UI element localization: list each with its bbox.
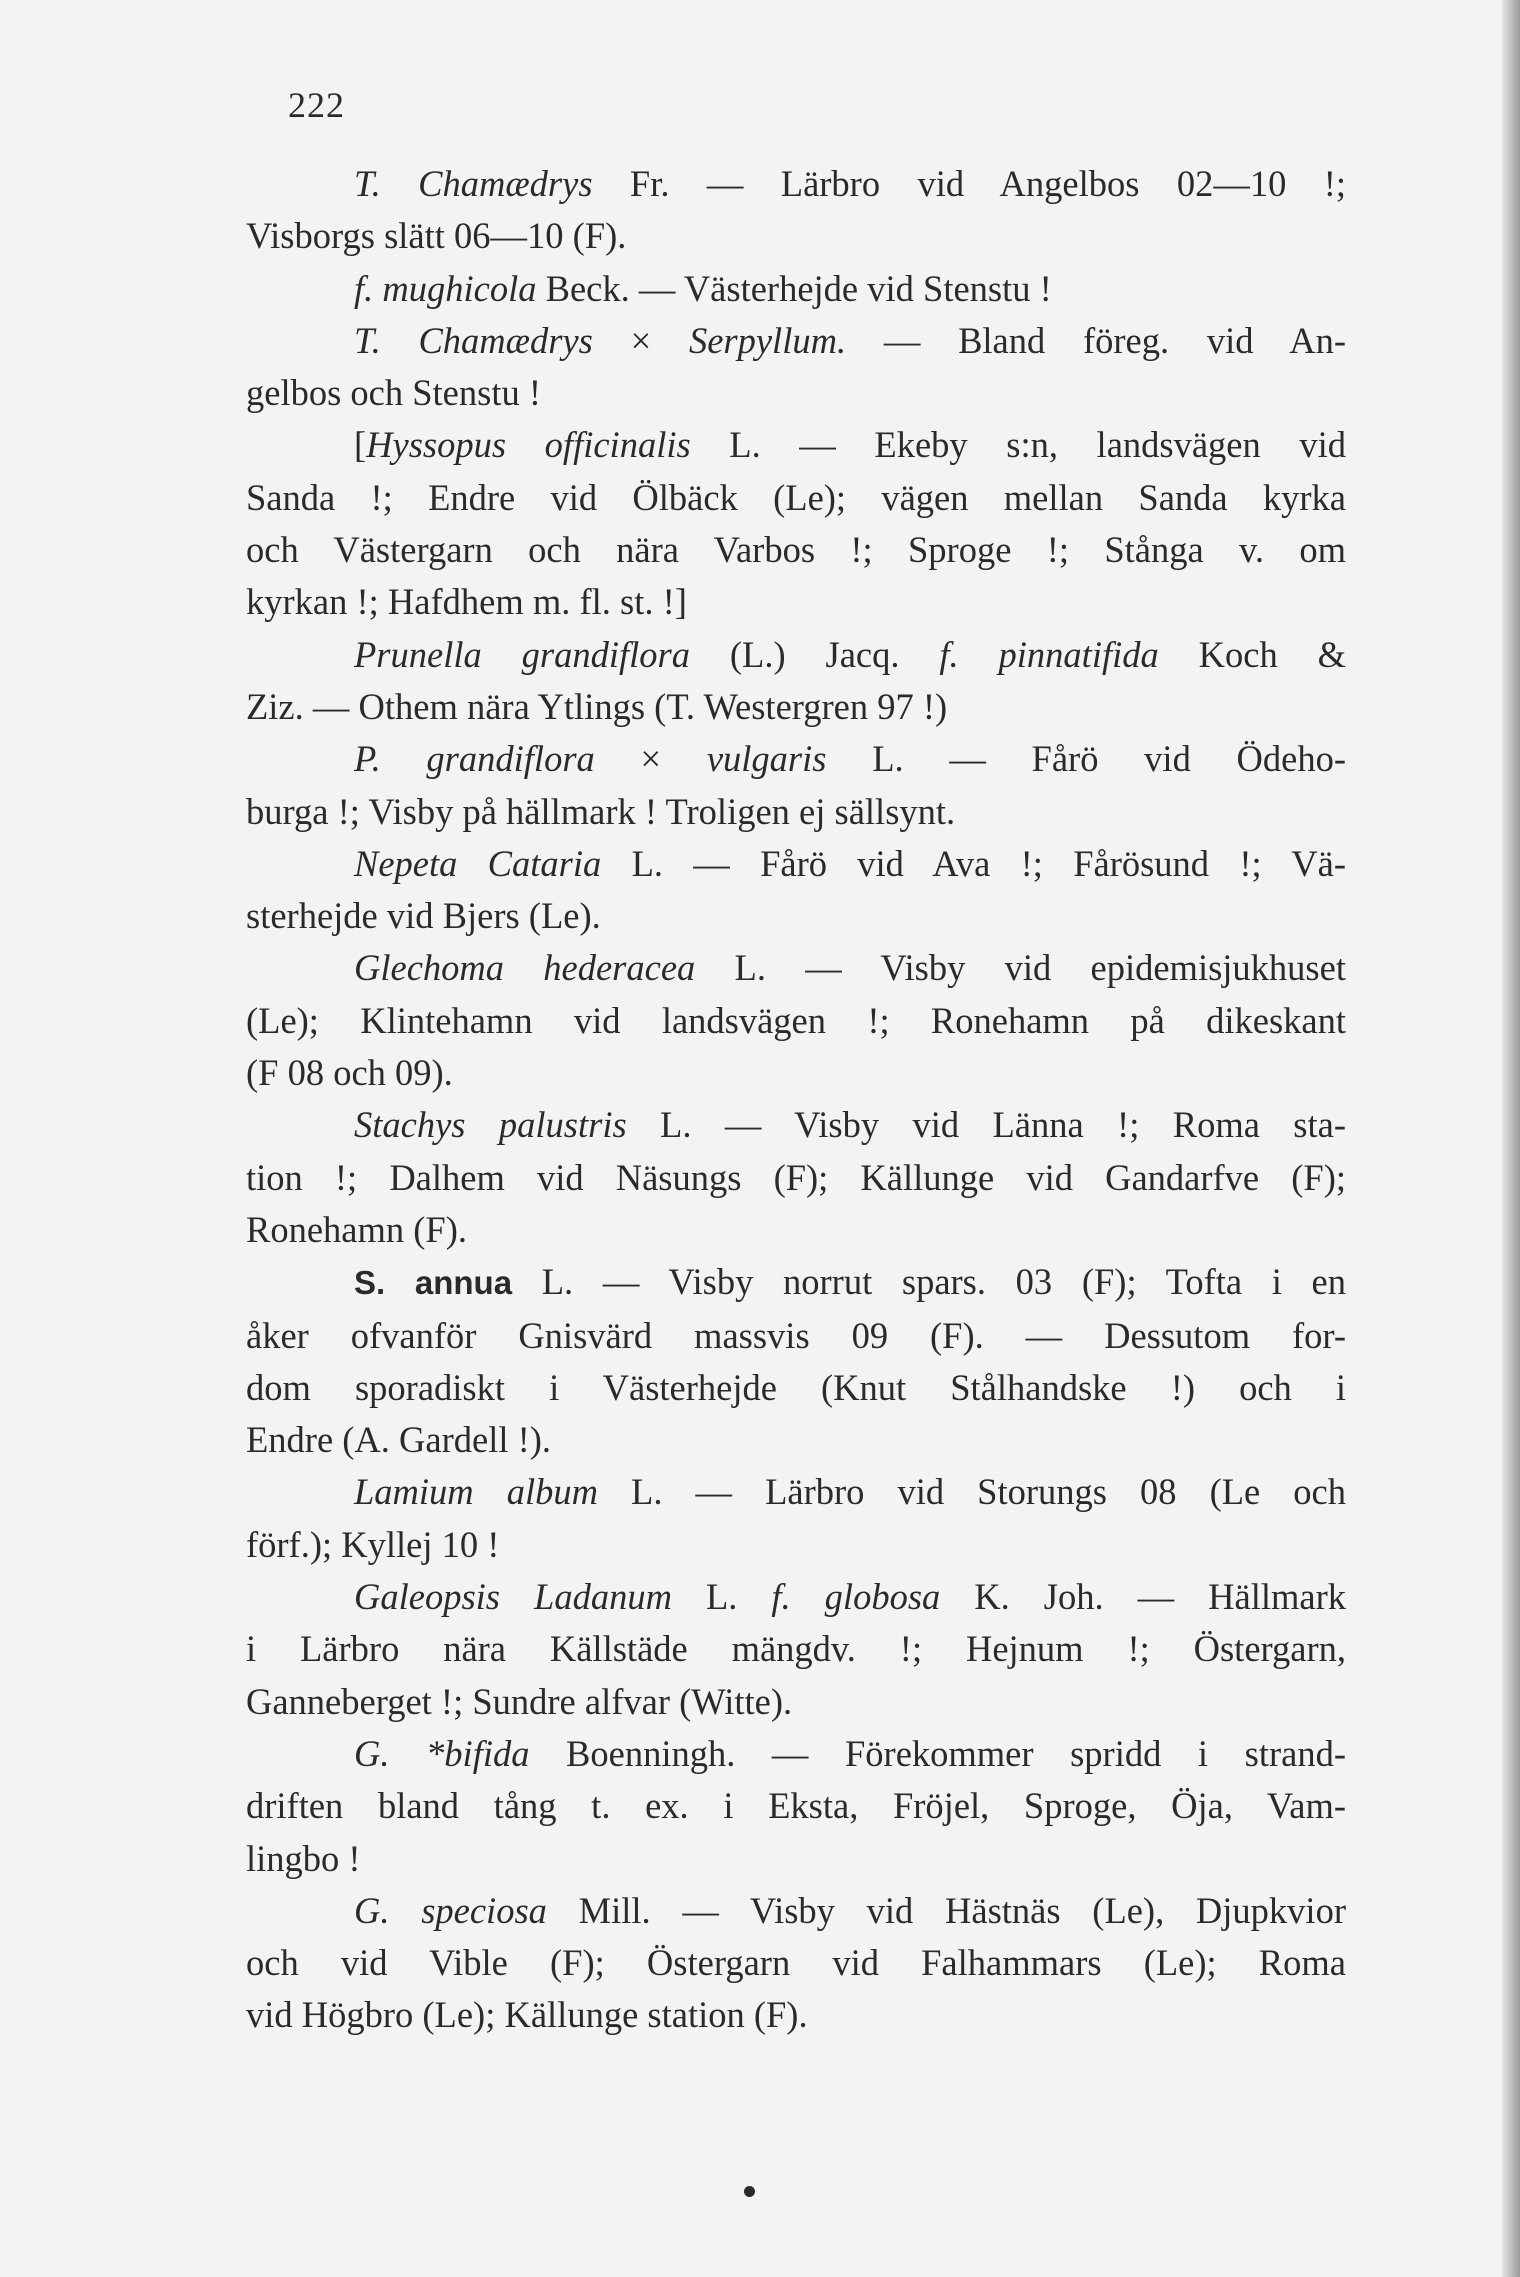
species-entry: [246, 942, 1346, 1099]
species-entry: [246, 629, 1346, 734]
text-line: burga !; Visby på hällmark ! Troligen ej sällsynt.: [246, 790, 956, 832]
text-line: Ganneberget !; Sundre alfvar (Witte).: [246, 1680, 793, 1722]
text-line: Prunella grandiflora (L.) Jacq. f. pinnatifida Koch &: [354, 633, 1346, 675]
text-line: Endre (A. Gardell !).: [246, 1419, 552, 1461]
text-line: T. Chamædrys × Serpyllum. — Bland föreg. vid An-: [354, 319, 1347, 361]
text-line: dom sporadiskt i Västerhejde (Knut Stålhandske !) och i: [246, 1366, 1346, 1408]
species-entry: [246, 315, 1346, 420]
text-line: [Hyssopus officinalis L. — Ekeby s:n, landsvägen vid: [354, 424, 1346, 466]
text-line: tion !; Dalhem vid Näsungs (F); Källunge vid Gandarfve (F);: [246, 1156, 1346, 1198]
footer-dot: [744, 2186, 755, 2197]
species-entry: [246, 158, 1346, 263]
species-entry: [246, 1256, 1346, 1466]
text-line: S. annua L. — Visby norrut spars. 03 (F); Tofta i en: [354, 1261, 1346, 1303]
species-entry: [246, 1571, 1346, 1728]
species-entry: [246, 1466, 1346, 1571]
text-line: lingbo !: [246, 1837, 361, 1879]
species-entry: [246, 263, 1346, 315]
text-line: Visborgs slätt 06—10 (F).: [246, 215, 627, 257]
text-line: Lamium album L. — Lärbro vid Storungs 08 (Le och: [354, 1471, 1346, 1513]
text-line: gelbos och Stenstu !: [246, 372, 542, 414]
text-line: Stachys palustris L. — Visby vid Länna !; Roma sta-: [354, 1104, 1346, 1146]
species-entry: [246, 1885, 1346, 2042]
text-line: vid Högbro (Le); Källunge station (F).: [246, 1994, 808, 2036]
species-entry: [246, 1728, 1346, 1885]
text-line: och vid Vible (F); Östergarn vid Falhammars (Le); Roma: [246, 1942, 1346, 1984]
page-edge-shadow: [1502, 0, 1520, 2277]
text-line: i Lärbro nära Källstäde mängdv. !; Hejnum !; Östergarn,: [246, 1628, 1346, 1670]
text-line: P. grandiflora × vulgaris L. — Fårö vid Ödeho-: [354, 738, 1347, 780]
species-entry: [246, 419, 1346, 628]
species-entry: [246, 838, 1346, 943]
text-line: Galeopsis Ladanum L. f. globosa K. Joh. — Hällmark: [354, 1576, 1346, 1618]
text-line: och Västergarn och nära Varbos !; Sproge !; Stånga v. om: [246, 529, 1346, 571]
text-line: Ziz. — Othem nära Ytlings (T. Westergren 97 !): [246, 685, 948, 727]
text-line: kyrkan !; Hafdhem m. fl. st. !]: [246, 581, 687, 623]
text-line: (F 08 och 09).: [246, 1052, 453, 1094]
species-entry: [246, 1099, 1346, 1256]
text-line: Sanda !; Endre vid Ölbäck (Le); vägen mellan Sanda kyrka: [246, 476, 1346, 518]
text-line: Ronehamn (F).: [246, 1208, 467, 1250]
text-line: Glechoma hederacea L. — Visby vid epidemisjukhuset: [354, 947, 1346, 989]
text-line: T. Chamædrys Fr. — Lärbro vid Angelbos 02—10 !;: [354, 163, 1347, 204]
text-line: åker ofvanför Gnisvärd massvis 09 (F). — Dessutom for-: [246, 1314, 1346, 1356]
text-line: sterhejde vid Bjers (Le).: [246, 895, 601, 937]
text-line: (Le); Klintehamn vid landsvägen !; Ronehamn på dikeskant: [246, 999, 1346, 1041]
page-number: 222: [288, 85, 345, 125]
text-line: G. speciosa Mill. — Visby vid Hästnäs (Le), Djupkvior: [354, 1889, 1346, 1931]
text-line: Nepeta Cataria L. — Fårö vid Ava !; Fårösund !; Vä-: [354, 842, 1346, 884]
species-entry: [246, 733, 1346, 838]
text-line: G. *bifida Boenningh. — Förekommer spridd i strand-: [354, 1732, 1346, 1774]
text-line: driften bland tång t. ex. i Eksta, Fröjel, Sproge, Öja, Vam-: [246, 1785, 1346, 1827]
text-line: f. mughicola Beck. — Västerhejde vid Stenstu !: [354, 267, 1052, 309]
species-list: [246, 158, 1346, 2042]
text-line: förf.); Kyllej 10 !: [246, 1523, 500, 1565]
